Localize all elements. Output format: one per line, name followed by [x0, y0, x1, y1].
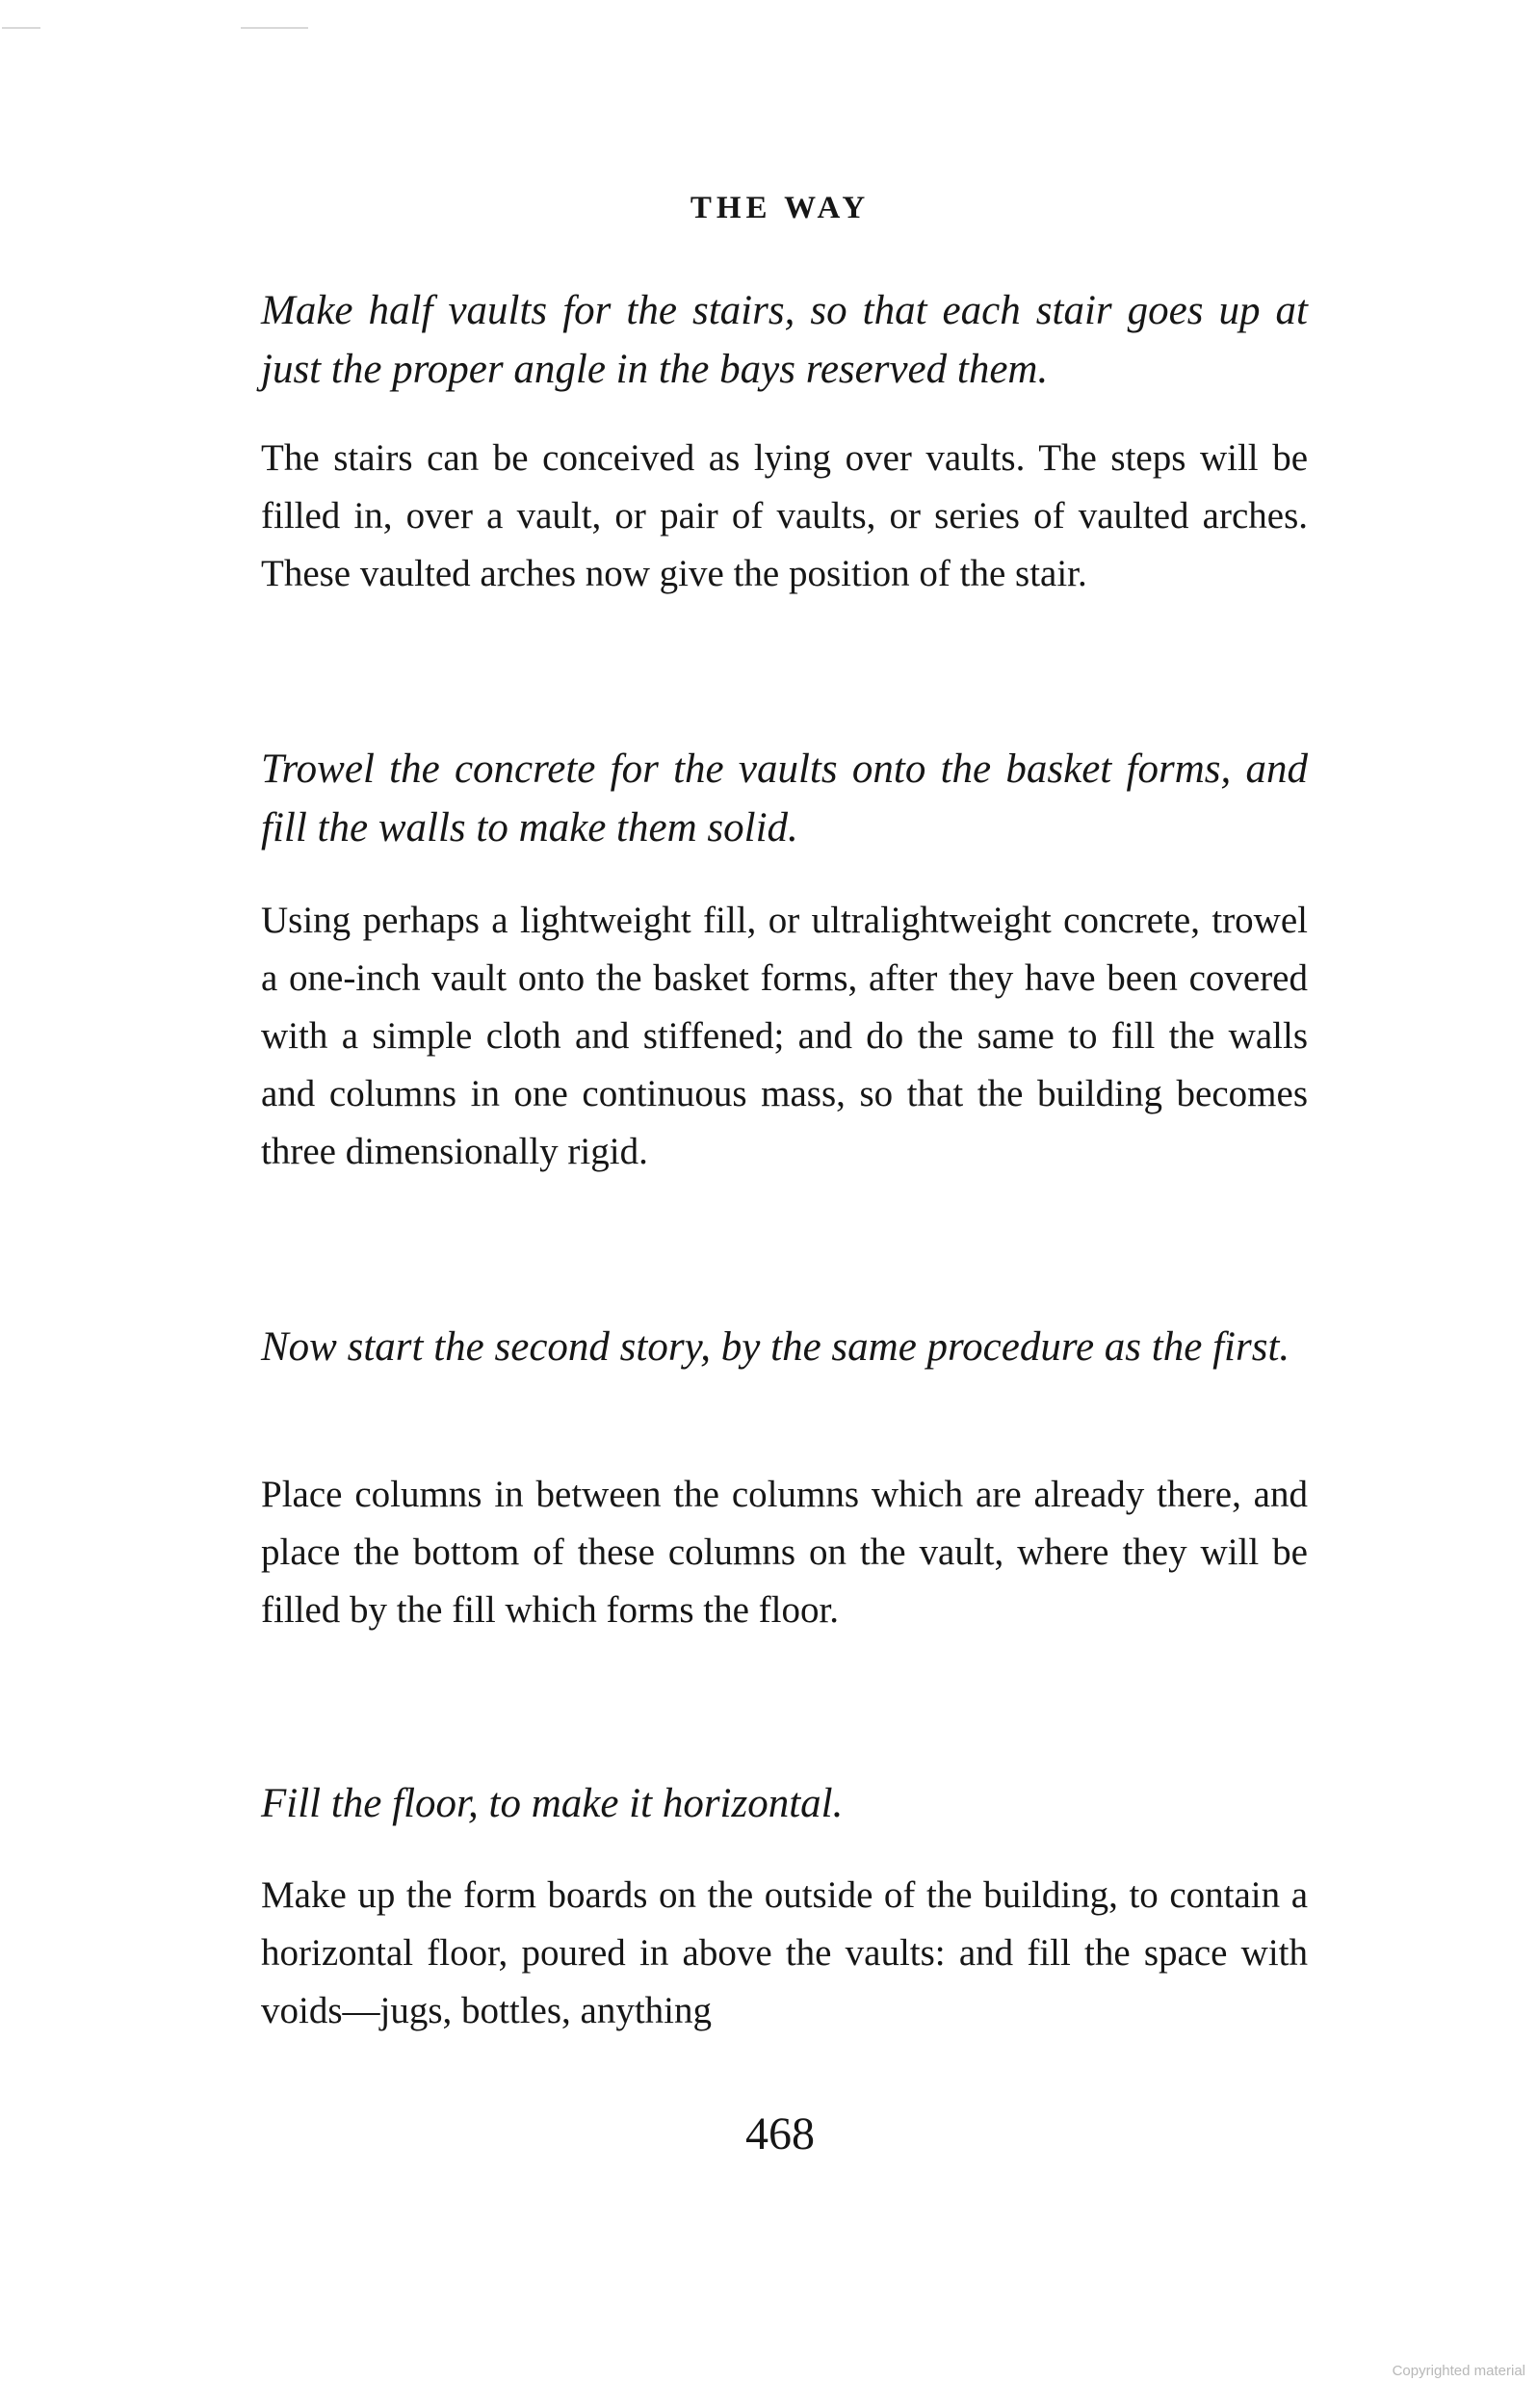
running-head: THE WAY [690, 191, 871, 225]
section-heading: Now start the second story, by the same procedure as the first. [261, 1324, 1290, 1370]
page-number: 468 [745, 2108, 815, 2159]
scan-mark [241, 27, 308, 29]
copyright-watermark: Copyrighted material [1392, 2363, 1525, 2379]
section-body: Place columns in between the columns which are already there, and place the bottom of these columns on the vault, where they will be filled by the fill which forms the floor. [261, 1474, 1308, 1631]
section-body: Make up the form boards on the outside of the building, to contain a horizontal floor, poured in above the vaults: and fill the space with voids—jugs, bottles, anything [261, 1874, 1308, 2031]
section-3-body-block [261, 1466, 1308, 1639]
section-heading: Fill the floor, to make it horizontal. [261, 1781, 844, 1826]
section-2 [261, 740, 1308, 857]
section-2-body-block [261, 892, 1308, 1181]
section-3 [261, 1318, 1308, 1376]
section-1 [261, 281, 1308, 399]
section-heading: Trowel the concrete for the vaults onto the basket forms, and fill the walls to make them solid. [261, 746, 1308, 851]
section-heading: Make half vaults for the stairs, so that each stair goes up at just the proper angle in the bays reserved them. [261, 288, 1308, 392]
section-body: Using perhaps a lightweight fill, or ultralightweight concrete, trowel a one-inch vault onto the basket forms, after they have been covered with a simple cloth and stiffened; and do the same to fill the walls and columns in one continuous mass, so that the building becomes three dimensionally rigid. [261, 900, 1308, 1172]
section-4 [261, 1774, 1308, 1833]
section-1-body-block [261, 430, 1308, 603]
section-body: The stairs can be conceived as lying over vaults. The steps will be filled in, over a vault, or pair of vaults, or series of vaulted arches. These vaulted arches now give the position of the stair. [261, 437, 1308, 594]
scan-mark [2, 27, 40, 29]
section-4-body-block [261, 1867, 1308, 2040]
